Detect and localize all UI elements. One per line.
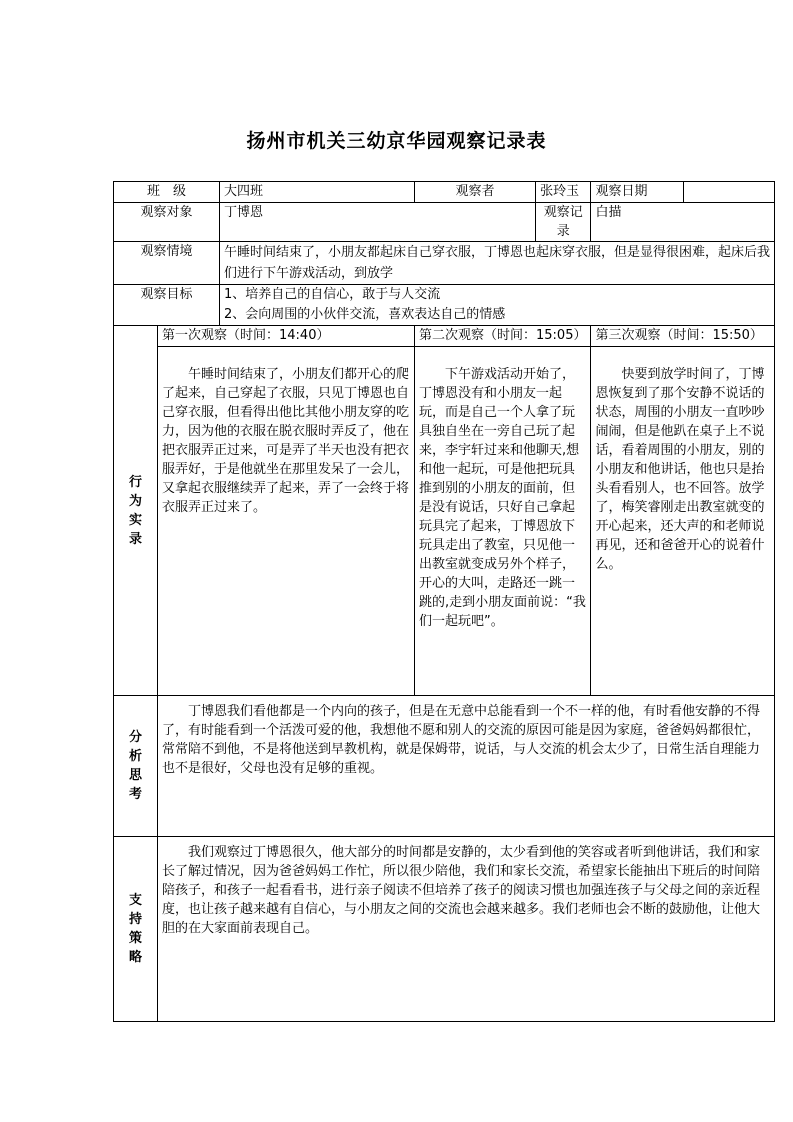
analysis-text: 丁博恩我们看他都是一个内向的孩子，但是在无意中总能看到一个不一样的他，有时看他安静的不得了，有时能看到一个活泼可爱的他，我想他不愿和别人的交流的原因可能是因为家庭，爸爸妈妈都很忙，常常陪不到他，不是将他送到早教机构，就是保姆带，说话，与人交流的机会太少了，日常生活自理能力也不是很好，父母也没有足够的重视。 <box>158 696 775 837</box>
class-label: 班 级 <box>114 182 220 203</box>
observation-table <box>113 181 775 1022</box>
row-subject <box>114 203 775 242</box>
side-char: 实 <box>128 512 142 528</box>
row-analysis <box>114 696 775 837</box>
side-char: 支 <box>128 893 142 908</box>
goals-list <box>220 285 775 326</box>
strategy-side-label <box>114 837 158 1022</box>
side-char: 略 <box>128 950 142 965</box>
record-label: 观察记录 <box>536 203 591 242</box>
record-value: 白描 <box>591 203 775 242</box>
class-value: 大四班 <box>220 182 415 203</box>
side-char: 策 <box>128 931 142 946</box>
observation-header-2: 第二次观察（时间：15:05） <box>415 326 591 347</box>
side-char: 录 <box>128 531 142 547</box>
goal-item-1: 1、培养自己的自信心，敢于与人交流 <box>224 287 441 302</box>
goal-item-2: 2、会向周围的小伙伴交流，喜欢表达自己的情感 <box>224 307 506 322</box>
observation-1-text: 午睡时间结束了，小朋友们都开心的爬了起来，自己穿起了衣服，只见丁博恩也自己穿衣服，但看得出他比其他小朋友穿的吃力，因为他的衣服在脱衣服时弄反了，他在把衣服弄正过来，可是弄了半天也没有把衣服弄好，于是他就坐在那里发呆了一会儿，又拿起衣服继续弄了起来，弄了一会终于将衣服弄正过来了。 <box>158 347 415 696</box>
page-title: 扬州市机关三幼京华园观察记录表 <box>246 130 547 152</box>
side-char: 持 <box>128 912 142 927</box>
observation-3-text: 快要到放学时间了，丁博恩恢复到了那个安静不说话的状态，周围的小朋友一直吵吵闹闹，但是他趴在桌子上不说话，看着周围的小朋友，别的小朋友和他讲话，他也只是抬头看看别人，也不回答。放学了，梅笑睿刚走出教室就变的开心起来，还大声的和老师说再见，还和爸爸开心的说着什么。 <box>591 347 775 696</box>
date-value <box>684 182 775 203</box>
side-char: 析 <box>128 749 142 764</box>
observation-header-3: 第三次观察（时间：15:50） <box>591 326 775 347</box>
date-label: 观察日期 <box>591 182 684 203</box>
side-char: 思 <box>128 768 142 783</box>
row-strategy <box>114 837 775 1022</box>
observer-label: 观察者 <box>415 182 536 203</box>
row-class-info <box>114 182 775 203</box>
observer-value: 张玲玉 <box>536 182 591 203</box>
observation-header-1: 第一次观察（时间：14:40） <box>158 326 415 347</box>
row-situation <box>114 242 775 285</box>
observation-2-text: 下午游戏活动开始了，丁博恩没有和小朋友一起玩，而是自己一个人拿了玩具独自坐在一旁自己玩了起来，李宇轩过来和他聊天,想和他一起玩，可是他把玩具推到别的小朋友的面前，但是没有说话，只好自己拿起玩具完了起来，丁博恩放下玩具走出了教室，只见他一出教室就变成另外个样子，开心的大叫，走路还一跳一跳的,走到小朋友面前说：“我们一起玩吧”。 <box>415 347 591 696</box>
row-goals <box>114 285 775 326</box>
behavior-side-label <box>114 326 158 696</box>
subject-value: 丁博恩 <box>220 203 536 242</box>
analysis-side-label <box>114 696 158 837</box>
subject-label: 观察对象 <box>114 203 220 242</box>
situation-text: 午睡时间结束了，小朋友都起床自己穿衣服，丁博恩也起床穿衣服，但是显得很困难，起床后我们进行下午游戏活动，到放学 <box>220 242 775 285</box>
goals-label: 观察目标 <box>114 285 220 326</box>
side-char: 行 <box>128 474 142 490</box>
strategy-text: 我们观察过丁博恩很久，他大部分的时间都是安静的，太少看到他的笑容或者听到他讲话，我们和家长了解过情况，因为爸爸妈妈工作忙，所以很少陪他，我们和家长交流，希望家长能抽出下班后的时间陪陪孩子，和孩子一起看看书，进行亲子阅读不但培养了孩子的阅读习惯也加强连孩子与父母之间的亲近程度，也让孩子越来越有自信心，与小朋友之间的交流也会越来越多。我们老师也会不断的鼓励他，让他大胆的在大家面前表现自己。 <box>158 837 775 1022</box>
side-char: 为 <box>128 493 142 509</box>
row-observation-headers <box>114 326 775 347</box>
side-char: 考 <box>128 787 142 802</box>
side-char: 分 <box>128 730 142 745</box>
row-observations <box>114 347 775 696</box>
situation-label: 观察情境 <box>114 242 220 285</box>
